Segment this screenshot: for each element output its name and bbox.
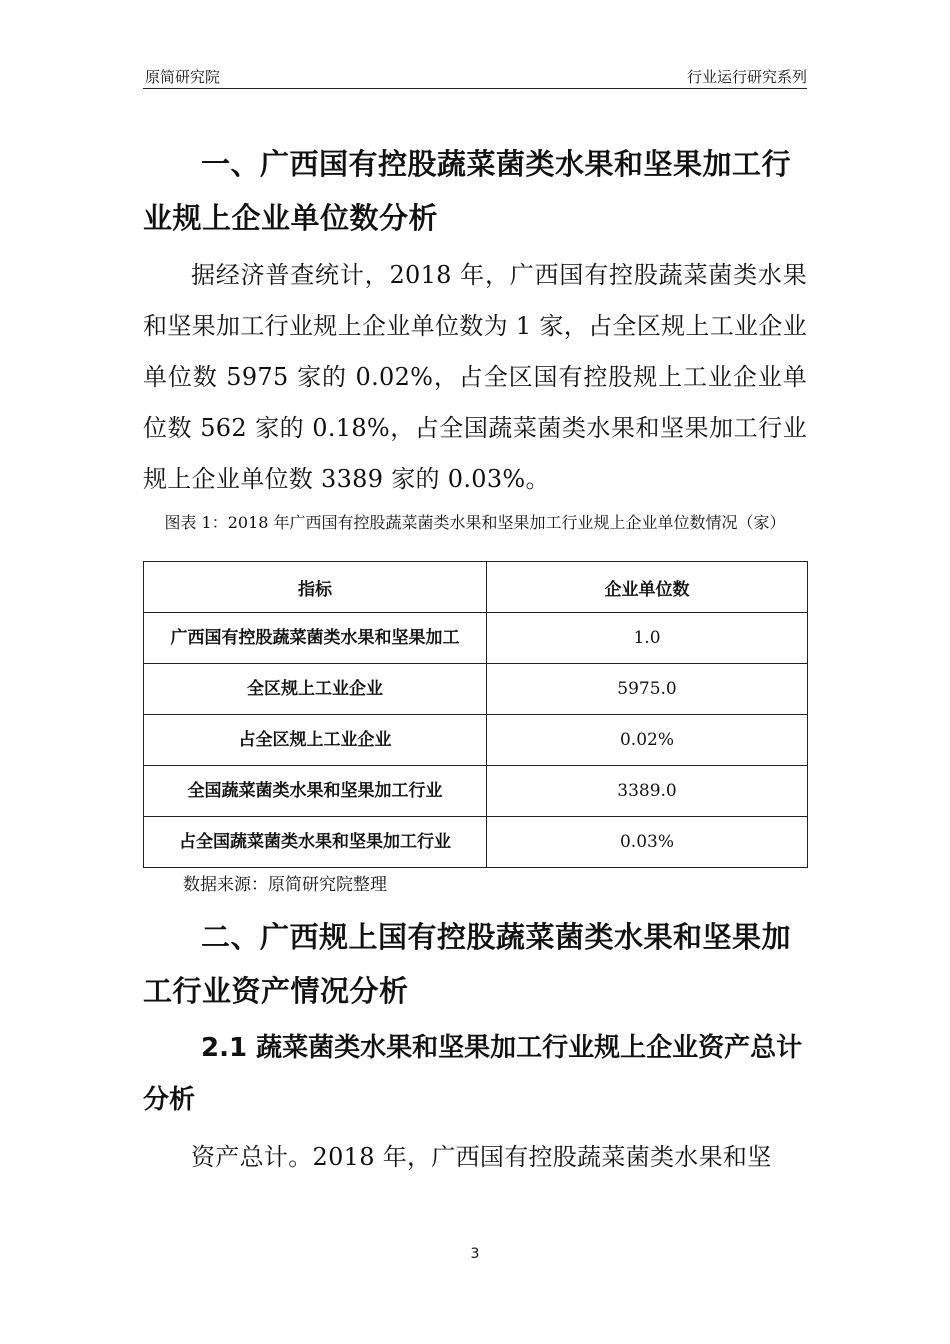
table-cell-value: 5975.0 <box>487 664 808 715</box>
table-cell-value: 0.02% <box>487 715 808 766</box>
table-row <box>144 613 808 664</box>
section-1-heading: 一、广西国有控股蔬菜菌类水果和坚果加工行业规上企业单位数分析 <box>143 147 792 235</box>
table-header-row <box>144 562 808 613</box>
table-row <box>144 766 808 817</box>
table-row <box>144 715 808 766</box>
table-row <box>144 817 808 868</box>
table-cell-value: 1.0 <box>487 613 808 664</box>
section-1-paragraph: 据经济普查统计，2018 年，广西国有控股蔬菜菌类水果和坚果加工行业规上企业单位数为 1 家，占全区规上工业企业单位数 5975 家的 0.02%，占全区国有控股规上工业企业单位数 562 家的 0.18%，占全国蔬菜菌类水果和坚果加工行业规上企业单位数 3389 家的 0.03%。 <box>143 261 807 493</box>
section-2-paragraph: 资产总计。2018 年，广西国有控股蔬菜菌类水果和坚 <box>191 1143 772 1171</box>
data-table <box>143 561 808 868</box>
page-header <box>143 66 807 89</box>
table-cell-value: 3389.0 <box>487 766 808 817</box>
table-row <box>144 664 808 715</box>
section-2-1-subheading: 2.1 蔬菜菌类水果和坚果加工行业规上企业资产总计分析 <box>143 1033 803 1115</box>
page-number: 3 <box>470 1246 480 1262</box>
table-cell-name: 全区规上工业企业 <box>144 664 487 715</box>
header-right-title: 行业运行研究系列 <box>686 68 807 86</box>
table-cell-name: 占全国蔬菜菌类水果和坚果加工行业 <box>144 817 487 868</box>
table-cell-name: 广西国有控股蔬菜菌类水果和坚果加工 <box>144 613 487 664</box>
table-header-cell: 企业单位数 <box>487 562 808 613</box>
header-left-title: 原简研究院 <box>145 68 221 86</box>
table-header-cell: 指标 <box>144 562 487 613</box>
table-source-note: 数据来源：原简研究院整理 <box>183 875 387 895</box>
table-cell-name: 全国蔬菜菌类水果和坚果加工行业 <box>144 766 487 817</box>
table-cell-value: 0.03% <box>487 817 808 868</box>
section-2-heading: 二、广西规上国有控股蔬菜菌类水果和坚果加工行业资产情况分析 <box>143 920 792 1008</box>
table-caption: 图表 1：2018 年广西国有控股蔬菜菌类水果和坚果加工行业规上企业单位数情况（家） <box>164 513 786 532</box>
table-cell-name: 占全区规上工业企业 <box>144 715 487 766</box>
